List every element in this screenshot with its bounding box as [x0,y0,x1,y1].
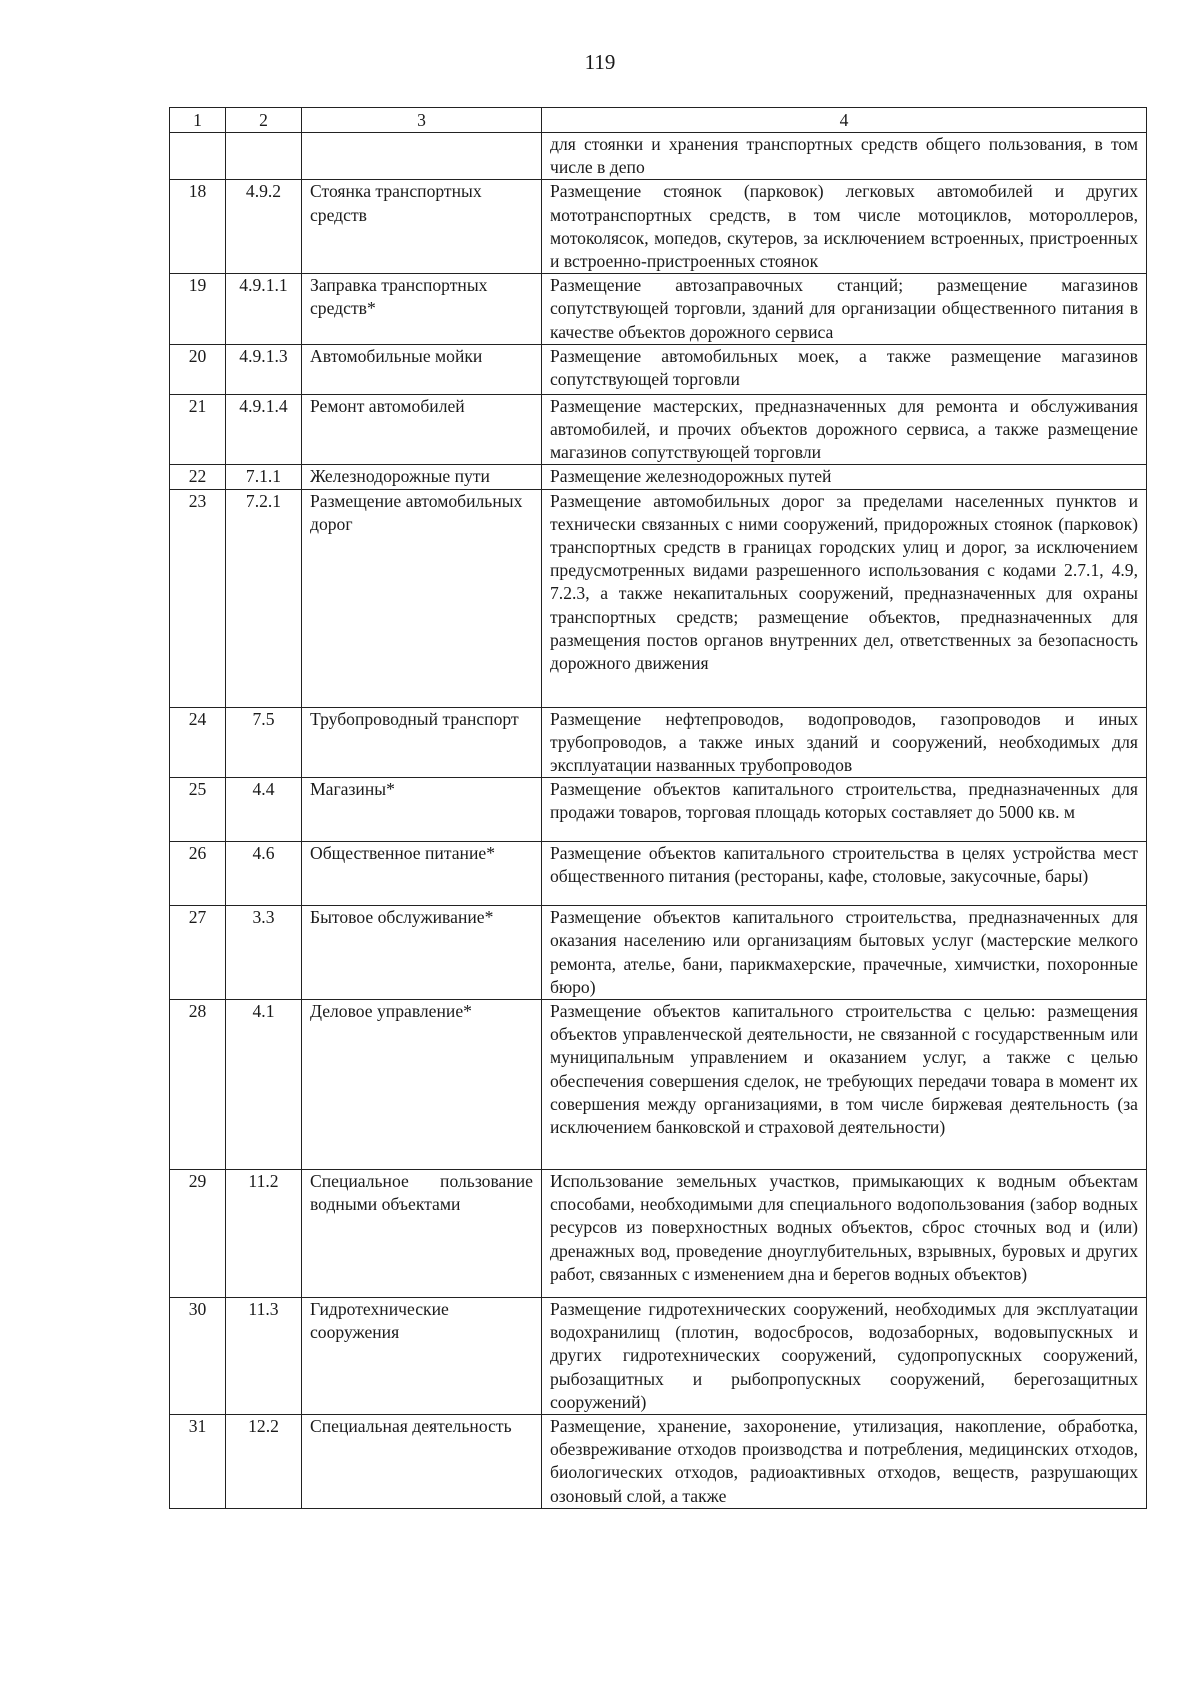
table-row [170,1415,1147,1509]
header-col-1: 1 [170,108,226,133]
row-number-cell: 25 [170,778,226,842]
use-description-cell: Размещение железнодорожных путей [542,465,1147,489]
use-name-cell: Магазины* [302,778,542,842]
header-col-4: 4 [542,108,1147,133]
use-description-cell: Размещение объектов капитального строительства с целью: размещения объектов управленческой деятельности, не связанной с государственным или муниципальным управлением и оказанием услуг, а также с целью обеспечения совершения сделок, не требующих передачи товара в момент их совершения между организациями, в том числе биржевая деятельность (за исключением банковской и страховой деятельности) [542,1000,1147,1170]
use-code-cell: 7.2.1 [226,489,302,707]
use-name-cell: Заправка транспортных средств* [302,274,542,345]
table-row [170,180,1147,274]
use-name-cell: Специальное пользование водными объектами [302,1170,542,1298]
table-row [170,1170,1147,1298]
use-code-cell [226,133,302,180]
row-number-cell: 24 [170,707,226,778]
use-code-cell: 12.2 [226,1415,302,1509]
use-code-cell: 4.9.1.1 [226,274,302,345]
row-number-cell: 27 [170,906,226,1000]
use-name-cell: Ремонт автомобилей [302,394,542,465]
use-description-cell: Размещение объектов капитального строительства, предназначенных для оказания населению или организациям бытовых услуг (мастерские мелкого ремонта, ателье, бани, парикмахерские, прачечные, химчистки, похоронные бюро) [542,906,1147,1000]
row-number-cell: 30 [170,1298,226,1415]
row-number-cell [170,133,226,180]
use-description-cell: Размещение мастерских, предназначенных для ремонта и обслуживания автомобилей, и прочих объектов дорожного сервиса, а также размещение магазинов сопутствующей торговли [542,394,1147,465]
header-col-2: 2 [226,108,302,133]
use-name-cell: Автомобильные мойки [302,344,542,394]
use-name-cell: Трубопроводный транспорт [302,707,542,778]
table-row [170,842,1147,906]
use-description-cell: Размещение автомобильных дорог за пределами населенных пунктов и технически связанных с ними сооружений, придорожных стоянок (парковок) транспортных средств в границах городских улиц и дорог, за исключением предусмотренных видами разрешенного использования с кодами 2.7.1, 4.9, 7.2.3, а также некапитальных сооружений, предназначенных для охраны транспортных средств; размещение объектов, предназначенных для размещения постов органов внутренних дел, ответственных за безопасность дорожного движения [542,489,1147,707]
row-number-cell: 21 [170,394,226,465]
page-number: 119 [584,50,616,74]
table-row [170,465,1147,489]
use-code-cell: 11.2 [226,1170,302,1298]
table-row [170,1298,1147,1415]
zoning-table [169,107,1147,1509]
header-row [170,108,1147,133]
row-number-cell: 31 [170,1415,226,1509]
row-number-cell: 23 [170,489,226,707]
use-name-cell [302,133,542,180]
use-description-cell: Размещение нефтепроводов, водопроводов, газопроводов и иных трубопроводов, а также иных зданий и сооружений, необходимых для эксплуатации названных трубопроводов [542,707,1147,778]
use-description-cell: Размещение объектов капитального строительства в целях устройства мест общественного питания (рестораны, кафе, столовые, закусочные, бары) [542,842,1147,906]
table-row [170,1000,1147,1170]
row-number-cell: 28 [170,1000,226,1170]
use-code-cell: 4.9.2 [226,180,302,274]
row-number-cell: 18 [170,180,226,274]
table-row [170,707,1147,778]
table-row [170,274,1147,345]
use-code-cell: 4.6 [226,842,302,906]
use-description-cell: Размещение автозаправочных станций; размещение магазинов сопутствующей торговли, зданий для организации общественного питания в качестве объектов дорожного сервиса [542,274,1147,345]
table-row [170,344,1147,394]
use-description-cell: Размещение автомобильных моек, а также размещение магазинов сопутствующей торговли [542,344,1147,394]
row-number-cell: 20 [170,344,226,394]
use-description-cell: для стоянки и хранения транспортных средств общего пользования, в том числе в депо [542,133,1147,180]
use-code-cell: 4.1 [226,1000,302,1170]
row-number-cell: 26 [170,842,226,906]
use-name-cell: Специальная деятельность [302,1415,542,1509]
header-col-3: 3 [302,108,542,133]
row-number-cell: 29 [170,1170,226,1298]
use-description-cell: Размещение стоянок (парковок) легковых автомобилей и других мототранспортных средств, в том числе мотоциклов, мотороллеров, мотоколясок, мопедов, скутеров, за исключением встроенных, пристроенных и встроенно-пристроенных стоянок [542,180,1147,274]
table-row [170,394,1147,465]
row-number-cell: 19 [170,274,226,345]
use-code-cell: 3.3 [226,906,302,1000]
use-name-cell: Общественное питание* [302,842,542,906]
use-code-cell: 7.5 [226,707,302,778]
use-code-cell: 7.1.1 [226,465,302,489]
use-description-cell: Использование земельных участков, примыкающих к водным объектам способами, необходимыми для специального водопользования (забор водных ресурсов из поверхностных водных объектов, сброс сточных вод и (или) дренажных вод, проведение дноуглубительных, взрывных, буровых и других работ, связанных с изменением дна и берегов водных объектов) [542,1170,1147,1298]
use-code-cell: 4.9.1.4 [226,394,302,465]
table-row [170,489,1147,707]
use-name-cell: Стоянка транспортных средств [302,180,542,274]
use-description-cell: Размещение, хранение, захоронение, утилизация, накопление, обработка, обезвреживание отходов производства и потребления, медицинских отходов, биологических отходов, радиоактивных отходов, веществ, разрушающих озоновый слой, а также [542,1415,1147,1509]
table-row [170,778,1147,842]
use-name-cell: Размещение автомобильных дорог [302,489,542,707]
row-number-cell: 22 [170,465,226,489]
use-name-cell: Деловое управление* [302,1000,542,1170]
use-description-cell: Размещение гидротехнических сооружений, необходимых для эксплуатации водохранилищ (плотин, водосбросов, водозаборных, водовыпускных и других гидротехнических сооружений, судопропускных сооружений, рыбозащитных и рыбопропускных сооружений, берегозащитных сооружений) [542,1298,1147,1415]
use-name-cell: Бытовое обслуживание* [302,906,542,1000]
use-description-cell: Размещение объектов капитального строительства, предназначенных для продажи товаров, торговая площадь которых составляет до 5000 кв. м [542,778,1147,842]
use-name-cell: Железнодорожные пути [302,465,542,489]
use-name-cell: Гидротехнические сооружения [302,1298,542,1415]
use-code-cell: 11.3 [226,1298,302,1415]
table-row [170,133,1147,180]
table-row [170,906,1147,1000]
use-code-cell: 4.4 [226,778,302,842]
use-code-cell: 4.9.1.3 [226,344,302,394]
